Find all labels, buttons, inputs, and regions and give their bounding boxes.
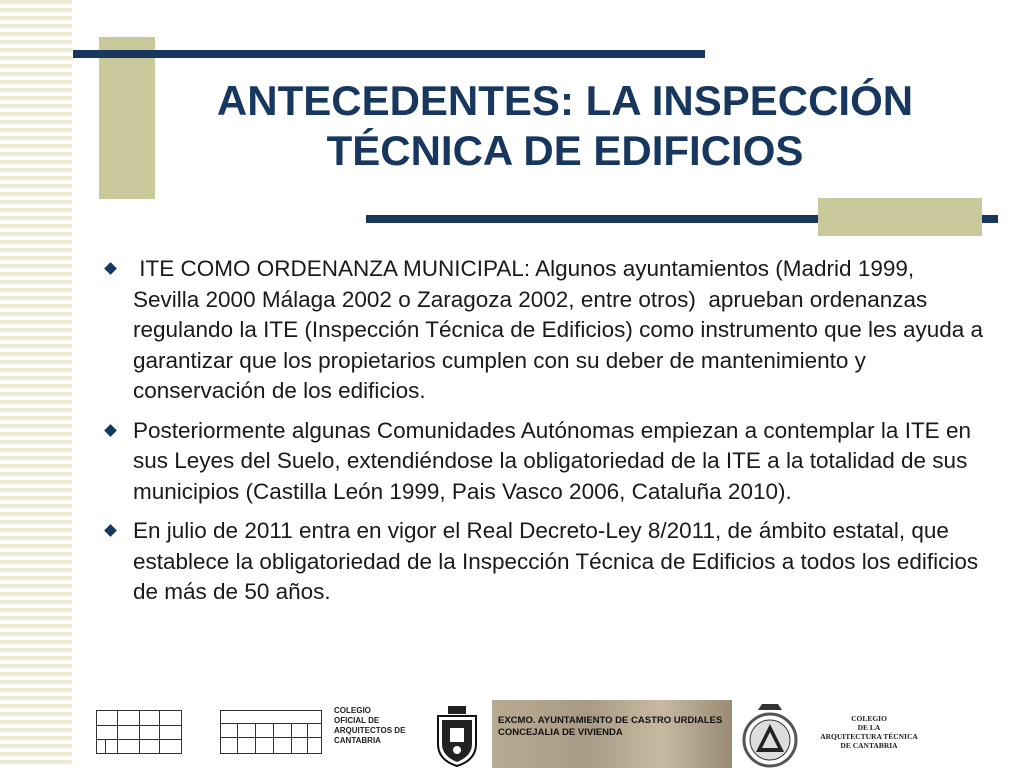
slide-title-line-1: ANTECEDENTES: LA INSPECCIÓN <box>216 77 914 124</box>
coat-line: DE CANTABRIA <box>840 741 898 750</box>
coac-line: COLEGIO <box>334 706 371 715</box>
coac-line: CANTABRIA <box>334 736 381 745</box>
diamond-bullet-icon <box>104 262 117 275</box>
building-plan-icon <box>96 710 182 754</box>
coac-logo-text <box>334 706 424 746</box>
slide-title-line-2: TÉCNICA DE EDIFICIOS <box>326 127 804 174</box>
decorative-block-left <box>99 37 155 199</box>
ayuntamiento-name: EXCMO. AYUNTAMIENTO DE CASTRO URDIALES <box>498 715 723 726</box>
bullet-item <box>104 516 984 608</box>
coat-line: ARQUITECTURA TÉCNICA <box>820 732 918 741</box>
coac-line: ARQUITECTOS DE <box>334 726 406 735</box>
building-elevation-icon <box>220 710 322 754</box>
diamond-bullet-icon <box>104 524 117 537</box>
decorative-stripes <box>0 0 72 768</box>
concejalia-name: CONCEJALIA DE VIVIENDA <box>498 727 623 738</box>
decorative-block-right <box>818 198 982 236</box>
title-rule-top <box>73 50 705 58</box>
bullet-item <box>104 254 990 407</box>
coat-logo-text <box>814 714 924 750</box>
coat-cantabria-crest-icon <box>738 702 802 768</box>
ayuntamiento-banner <box>492 700 732 768</box>
bullet-text: Posteriormente algunas Comunidades Autónomas empiezan a contemplar la ITE en sus Leyes del Suelo, extendiéndose la obligatoriedad de la ITE a la totalidad de sus municipios (Castilla León 1999, Pais Vasco 2006, Cataluña 2010). <box>133 417 971 504</box>
coat-line: DE LA <box>857 723 881 732</box>
slide-title <box>160 76 970 176</box>
diamond-bullet-icon <box>104 424 117 437</box>
bullet-list <box>104 254 990 617</box>
bullet-text: ITE COMO ORDENANZA MUNICIPAL: Algunos ayuntamientos (Madrid 1999, Sevilla 2000 Málaga 2002 o Zaragoza 2002, entre otros) aprueban ordenanzas regulando la ITE (Inspección Técnica de Edificios) como instrumento que les ayuda a garantizar que los propietarios cumplen con su deber de mantenimiento y conservación de los edificios. <box>133 256 990 403</box>
footer-logos <box>92 700 932 768</box>
bullet-item <box>104 416 984 508</box>
coat-line: COLEGIO <box>851 714 887 723</box>
castro-urdiales-crest-icon <box>430 704 484 768</box>
coac-line: OFICIAL DE <box>334 716 380 725</box>
bullet-text: En julio de 2011 entra en vigor el Real Decreto-Ley 8/2011, de ámbito estatal, que establece la obligatoriedad de la Inspección Técnica de Edificios a todos los edificios de más de 50 años. <box>133 518 979 604</box>
